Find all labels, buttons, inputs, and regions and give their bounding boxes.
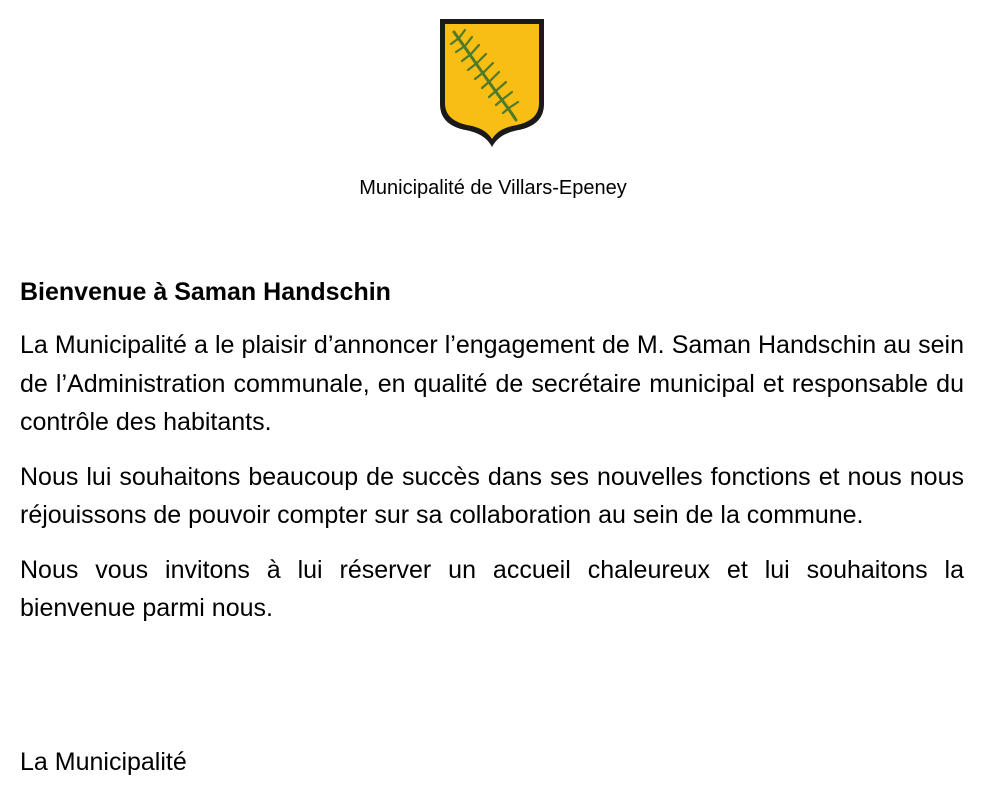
notice-title: Bienvenue à Saman Handschin: [20, 278, 391, 306]
notice-paragraph: Nous lui souhaitons beaucoup de succès dans ses nouvelles fonctions et nous nous réjouissons de pouvoir compter sur sa collaboration au sein de la commune.: [20, 462, 964, 529]
municipality-name: Municipalité de Villars-Epeney: [359, 177, 627, 199]
notice-body: [20, 275, 964, 644]
coat-of-arms-icon: [437, 16, 547, 152]
notice-paragraph: La Municipalité a le plaisir d’annoncer l’engagement de M. Saman Handschin au sein de l’Administration communale, en qualité de secrétaire municipal et responsable du contrôle des habitants.: [20, 331, 964, 436]
notice-paragraph: Nous vous invitons à lui réserver un accueil chaleureux et lui souhaitons la bienvenue parmi nous.: [20, 555, 964, 622]
signature: La Municipalité: [20, 748, 187, 776]
